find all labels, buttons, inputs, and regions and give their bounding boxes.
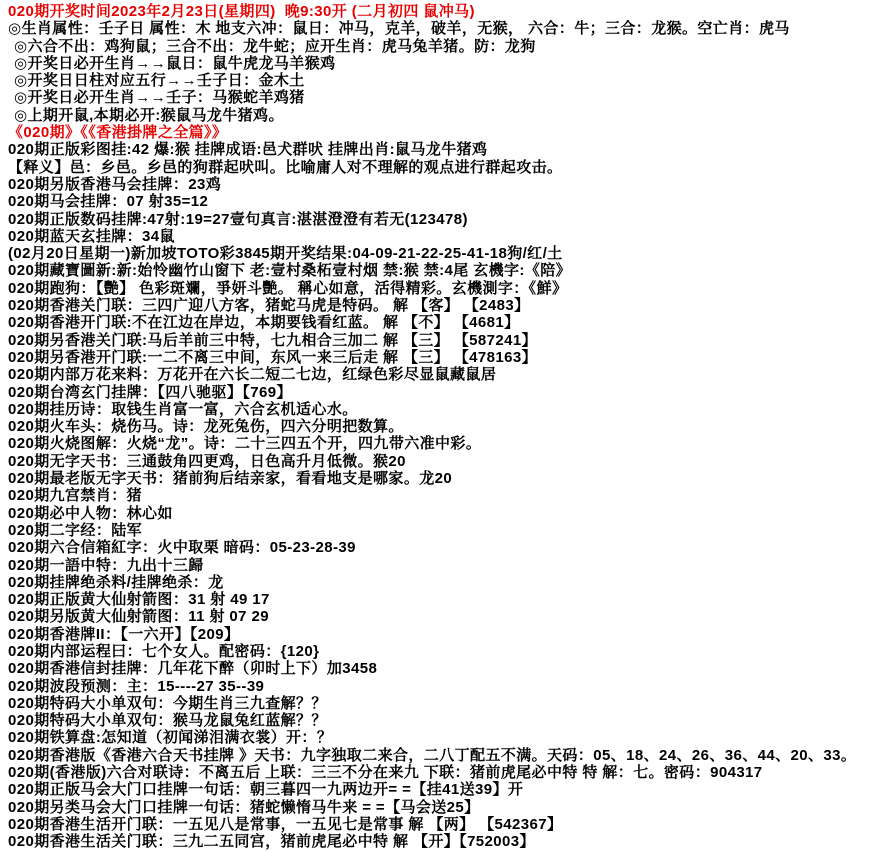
tip-text-line: 020期正版数码挂牌:47射:19=27壹句真言:湛湛澄澄有若无(123478): [8, 210, 468, 228]
tip-text-line: 020期香港信封挂牌：几年花下醉（卯时上下）加3458: [8, 660, 378, 678]
tip-text-line: 020期香港版《香港六合天书挂牌 》天书：九字独取二来合，二八丁配五不满。天码：05、18、24、26、36、44、20、33。: [8, 746, 857, 764]
tip-text-line: 020期特码大小单双句：猴马龙鼠兔红蓝解？？: [8, 712, 327, 730]
tip-text-line: 020期香港生活关门联：三九二五同宫，猪前虎尾必中特 解 【开】【752003】: [8, 833, 535, 851]
tip-text-line: 020期另香港关门联:马后羊前三中特，七九相合三加二 解 【三】 【587241】: [8, 331, 537, 349]
tip-text-line: 020期香港关门联：三四广迎八方客，猪蛇马虎是特码。 解 【客】 【2483】: [8, 297, 530, 315]
tip-text-line: ◎开奖日必开生肖→→壬子：马猴蛇羊鸡猪: [14, 89, 305, 107]
tip-text-line: 020期挂牌绝杀料/挂牌绝杀：龙: [8, 573, 224, 591]
tip-text-line: 020期正版彩图挂:42 爆:猴 挂牌成语:邑犬群吠 挂牌出肖:鼠马龙牛猪鸡: [8, 141, 488, 159]
tip-text-line: 020期另版黄大仙射箭图：11 射 07 29: [8, 608, 269, 626]
tip-text-line: 020期(香港版)六合对联诗：不离五后 上联：三三不分在来九 下联：猪前虎尾必中特 特 解：七。密码：904317: [8, 764, 763, 782]
tip-text-line: 020期蓝天玄挂牌：34鼠: [8, 227, 175, 245]
tip-text-line: 020期特码大小单双句：今期生肖三九查解？？: [8, 694, 327, 712]
tip-text-line: (02月20日星期一)新加坡TOTO彩3845期开奖结果:04-09-21-22-25-41-18狗/红/土: [8, 245, 563, 263]
tip-text-line: 020期二字经：陆军: [8, 521, 143, 539]
tip-text-line: 020期火车头：烧伤马。诗：龙死兔伤，四六分明把数算。: [8, 418, 404, 436]
tip-text-line: 【释义】邑：乡邑。乡邑的狗群起吠叫。比喻庸人对不理解的观点进行群起攻击。: [8, 158, 563, 176]
tip-text-line: 020期铁算盘:怎知道（初闻涕泪满衣裳）开：？: [8, 729, 333, 747]
text-lines-list: [8, 3, 895, 851]
tip-text-line: ◎开奖日必开生肖→→鼠日：鼠牛虎龙马羊猴鸡: [14, 54, 336, 72]
tip-text-line: 《020期》《《香港掛牌之全篇》》: [8, 124, 228, 142]
tip-text-line: 020期波段预测：主：15----27 35--39: [8, 677, 265, 695]
tip-text-line: 020期六合信箱紅字：火中取栗 暗码：05-23-28-39: [8, 539, 356, 557]
tip-text-line: 020期台湾玄门挂牌：【四八驰驱】【769】: [8, 383, 292, 401]
tip-text-line: 020期藏寶圖新:新:始怜幽竹山窗下 老:壹村桑柘壹村烟 禁:猴 禁:4尾 玄機字:《陪》: [8, 262, 572, 280]
tip-text-line: 020期另香港开门联:一二不离三中间，东风一来三后走 解 【三】 【478163】: [8, 348, 537, 366]
tip-text-line: 020期九宫禁肖：猪: [8, 487, 143, 505]
header-draw-time-line: 020期开奖时间2023年2月23日(星期四) 晚9:30开 (二月初四 鼠冲马): [8, 3, 475, 20]
tip-text-line: 020期火烧图解：火烧“龙”。诗：二十三四五个开，四九带六准中彩。: [8, 435, 482, 453]
tip-text-line: 020期内部运程曰：七个女人。配密码：{120}: [8, 642, 320, 660]
tip-text-line: ◎生肖属性：壬子日 属性：木 地支六冲：鼠日：冲马，克羊，破羊，无猴， 六合：牛；三合：龙猴。空亡肖：虎马: [8, 20, 790, 38]
tip-text-line: ◎开奖日日柱对应五行→→壬子日：金木土: [14, 72, 305, 90]
tip-text-line: 020期必中人物：林心如: [8, 504, 173, 522]
tip-text-line: 020期跑狗：【艷】 色彩斑斕，爭妍斗艷。 稱心如意，活得精彩。玄機測字：《鮮》: [8, 279, 568, 297]
tip-text-line: 020期另版香港马会挂牌：23鸡: [8, 175, 222, 193]
tip-text-line: 020期香港开门联:不在江边在岸边，本期要钱看红蓝。 解 【不】 【4681】: [8, 314, 520, 332]
tip-text-line: 020期无字天书：三通鼓角四更鸡，日色高升月低微。猴20: [8, 452, 406, 470]
tip-text-line: 020期香港生活开门联：一五见八是常事，一五见七是常事 解 【两】 【542367】: [8, 815, 563, 833]
tip-text-line: 020期正版马会大门口挂牌一句话：朝三暮四一九两边开= =【挂41送39】开: [8, 781, 524, 799]
tip-text-line: ◎六合不出：鸡狗鼠；三合不出：龙牛蛇；应开生肖：虎马兔羊猪。防：龙狗: [14, 37, 536, 55]
tip-text-line: 020期一語中特：九出十三歸: [8, 556, 204, 574]
tip-text-line: 020期马会挂牌：07 射35=12: [8, 193, 209, 211]
tip-text-line: 020期最老版无字天书：猪前狗后结亲家，看看地支是哪家。龙20: [8, 470, 453, 488]
tip-text-line: 020期正版黄大仙射箭图：31 射 49 17: [8, 591, 270, 609]
tip-text-line: ◎上期开鼠,本期必开:猴鼠马龙牛猪鸡。: [14, 106, 284, 124]
tip-text-line: 020期内部万花来料：万花开在六长二短二七边，红绿色彩尽显鼠藏鼠居: [8, 366, 497, 384]
tip-text-line: 020期另类马会大门口挂牌一句话：猪蛇懒惰马牛来 = =【马会送25】: [8, 798, 480, 816]
tip-text-line: 020期挂历诗：取钱生肖富一富，六合玄机适心水。: [8, 400, 358, 418]
tip-text-line: 020期香港牌II：【一六开】【209】: [8, 625, 240, 643]
